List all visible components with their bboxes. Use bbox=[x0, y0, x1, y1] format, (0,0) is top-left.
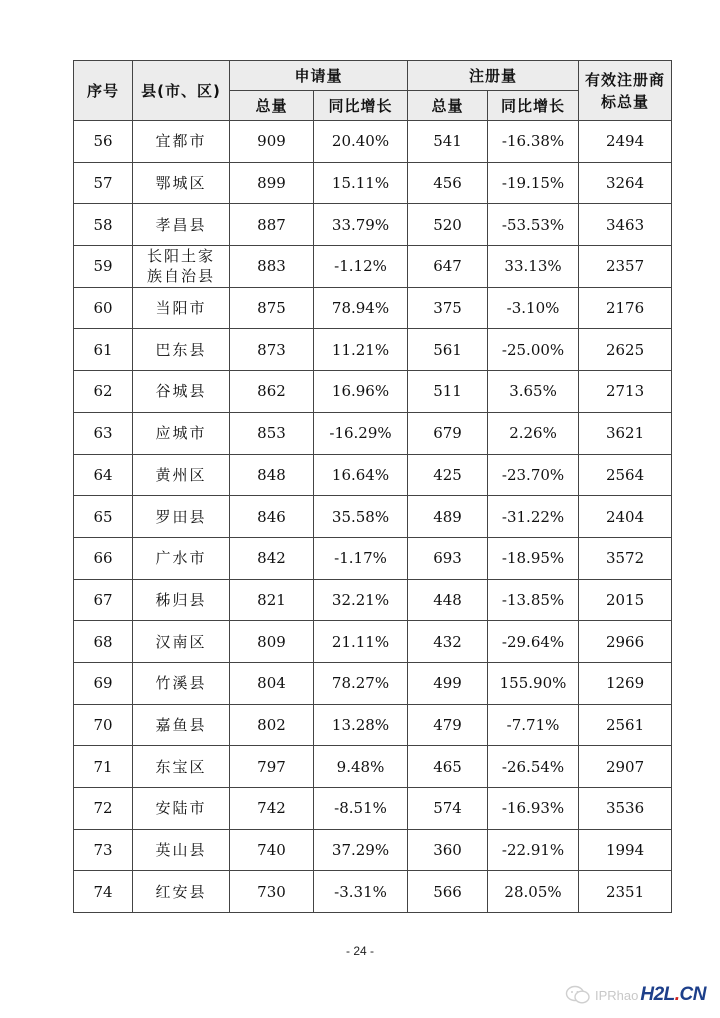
header-reg-total: 总量 bbox=[408, 91, 488, 121]
cell-app-yoy: -1.17% bbox=[314, 537, 408, 579]
cell-effective: 2625 bbox=[579, 329, 672, 371]
header-index: 序号 bbox=[74, 61, 133, 121]
cell-app-total: 804 bbox=[230, 662, 314, 704]
header-app-yoy: 同比增长 bbox=[314, 91, 408, 121]
cell-reg-yoy: -3.10% bbox=[488, 287, 579, 329]
cell-reg-yoy: -22.91% bbox=[488, 829, 579, 871]
cell-app-total: 821 bbox=[230, 579, 314, 621]
cell-reg-total: 566 bbox=[408, 871, 488, 913]
header-reg-yoy: 同比增长 bbox=[488, 91, 579, 121]
cell-app-yoy: 16.96% bbox=[314, 371, 408, 413]
cell-reg-total: 465 bbox=[408, 746, 488, 788]
cell-app-yoy: 21.11% bbox=[314, 621, 408, 663]
table-body bbox=[74, 121, 672, 913]
header-registration: 注册量 bbox=[408, 61, 579, 91]
cell-index: 64 bbox=[74, 454, 133, 496]
cell-index: 56 bbox=[74, 121, 133, 163]
cell-app-yoy: 20.40% bbox=[314, 121, 408, 163]
cell-county: 汉南区 bbox=[133, 621, 230, 663]
cell-reg-yoy: -23.70% bbox=[488, 454, 579, 496]
cell-county: 应城市 bbox=[133, 412, 230, 454]
cell-app-total: 842 bbox=[230, 537, 314, 579]
table-row bbox=[74, 204, 672, 246]
cell-index: 69 bbox=[74, 662, 133, 704]
cell-reg-yoy: -29.64% bbox=[488, 621, 579, 663]
table-row bbox=[74, 246, 672, 288]
cell-app-total: 883 bbox=[230, 246, 314, 288]
cell-reg-total: 574 bbox=[408, 788, 488, 830]
cell-effective: 2564 bbox=[579, 454, 672, 496]
cell-app-yoy: -3.31% bbox=[314, 871, 408, 913]
cell-index: 68 bbox=[74, 621, 133, 663]
cell-index: 71 bbox=[74, 746, 133, 788]
cell-effective: 2494 bbox=[579, 121, 672, 163]
cell-app-yoy: 78.94% bbox=[314, 287, 408, 329]
cell-app-yoy: 37.29% bbox=[314, 829, 408, 871]
cell-index: 61 bbox=[74, 329, 133, 371]
cell-app-total: 853 bbox=[230, 412, 314, 454]
cell-app-total: 909 bbox=[230, 121, 314, 163]
cell-county: 当阳市 bbox=[133, 287, 230, 329]
cell-reg-total: 479 bbox=[408, 704, 488, 746]
cell-app-yoy: -8.51% bbox=[314, 788, 408, 830]
cell-app-yoy: 35.58% bbox=[314, 496, 408, 538]
cell-app-total: 873 bbox=[230, 329, 314, 371]
cell-reg-total: 489 bbox=[408, 496, 488, 538]
cell-index: 62 bbox=[74, 371, 133, 413]
cell-county: 嘉鱼县 bbox=[133, 704, 230, 746]
cell-reg-total: 511 bbox=[408, 371, 488, 413]
cell-app-total: 875 bbox=[230, 287, 314, 329]
table-row bbox=[74, 371, 672, 413]
cell-reg-total: 499 bbox=[408, 662, 488, 704]
table-row bbox=[74, 829, 672, 871]
table-row bbox=[74, 496, 672, 538]
cell-effective: 1994 bbox=[579, 829, 672, 871]
header-effective: 有效注册商标总量 bbox=[579, 61, 672, 121]
cell-reg-yoy: -16.38% bbox=[488, 121, 579, 163]
table-row bbox=[74, 746, 672, 788]
cell-reg-yoy: 3.65% bbox=[488, 371, 579, 413]
table-row bbox=[74, 579, 672, 621]
cell-effective: 2404 bbox=[579, 496, 672, 538]
page-number: - 24 - bbox=[345, 944, 374, 958]
cell-reg-total: 561 bbox=[408, 329, 488, 371]
cell-app-total: 887 bbox=[230, 204, 314, 246]
cell-reg-yoy: -7.71% bbox=[488, 704, 579, 746]
cell-index: 73 bbox=[74, 829, 133, 871]
cell-index: 58 bbox=[74, 204, 133, 246]
cell-app-yoy: 33.79% bbox=[314, 204, 408, 246]
cell-effective: 3536 bbox=[579, 788, 672, 830]
cell-county: 红安县 bbox=[133, 871, 230, 913]
cell-effective: 2176 bbox=[579, 287, 672, 329]
cell-county: 谷城县 bbox=[133, 371, 230, 413]
cell-effective: 2561 bbox=[579, 704, 672, 746]
cell-reg-yoy: -25.00% bbox=[488, 329, 579, 371]
cell-county: 安陆市 bbox=[133, 788, 230, 830]
cell-index: 72 bbox=[74, 788, 133, 830]
cell-county: 鄂城区 bbox=[133, 162, 230, 204]
table-row bbox=[74, 662, 672, 704]
cell-app-total: 862 bbox=[230, 371, 314, 413]
table-header bbox=[74, 61, 672, 121]
table-row bbox=[74, 412, 672, 454]
cell-app-total: 742 bbox=[230, 788, 314, 830]
cell-reg-total: 520 bbox=[408, 204, 488, 246]
cell-county: 秭归县 bbox=[133, 579, 230, 621]
cell-index: 74 bbox=[74, 871, 133, 913]
table-row bbox=[74, 537, 672, 579]
cell-reg-yoy: -13.85% bbox=[488, 579, 579, 621]
cell-reg-yoy: 33.13% bbox=[488, 246, 579, 288]
cell-reg-yoy: 2.26% bbox=[488, 412, 579, 454]
table-row bbox=[74, 454, 672, 496]
table-row bbox=[74, 621, 672, 663]
cell-reg-total: 448 bbox=[408, 579, 488, 621]
cell-county: 竹溪县 bbox=[133, 662, 230, 704]
cell-reg-total: 647 bbox=[408, 246, 488, 288]
cell-reg-yoy: -19.15% bbox=[488, 162, 579, 204]
cell-app-yoy: 16.64% bbox=[314, 454, 408, 496]
cell-app-yoy: -16.29% bbox=[314, 412, 408, 454]
cell-app-yoy: 11.21% bbox=[314, 329, 408, 371]
cell-county: 长阳土家 族自治县 bbox=[133, 246, 230, 288]
cell-reg-total: 360 bbox=[408, 829, 488, 871]
cell-reg-yoy: 155.90% bbox=[488, 662, 579, 704]
cell-app-yoy: 13.28% bbox=[314, 704, 408, 746]
cell-reg-total: 375 bbox=[408, 287, 488, 329]
cell-reg-yoy: -31.22% bbox=[488, 496, 579, 538]
cell-effective: 2351 bbox=[579, 871, 672, 913]
table-row bbox=[74, 287, 672, 329]
header-county: 县(市、区) bbox=[133, 61, 230, 121]
cell-effective: 2907 bbox=[579, 746, 672, 788]
cell-effective: 2713 bbox=[579, 371, 672, 413]
cell-index: 70 bbox=[74, 704, 133, 746]
cell-app-total: 899 bbox=[230, 162, 314, 204]
cell-index: 57 bbox=[74, 162, 133, 204]
cell-app-total: 846 bbox=[230, 496, 314, 538]
cell-app-total: 802 bbox=[230, 704, 314, 746]
cell-effective: 2357 bbox=[579, 246, 672, 288]
cell-index: 67 bbox=[74, 579, 133, 621]
table-row bbox=[74, 121, 672, 163]
cell-effective: 2015 bbox=[579, 579, 672, 621]
cell-index: 66 bbox=[74, 537, 133, 579]
cell-reg-yoy: -53.53% bbox=[488, 204, 579, 246]
cell-effective: 2966 bbox=[579, 621, 672, 663]
h2l-logo: H2L.CN bbox=[640, 984, 706, 1005]
cell-index: 63 bbox=[74, 412, 133, 454]
cell-reg-total: 432 bbox=[408, 621, 488, 663]
cell-effective: 3264 bbox=[579, 162, 672, 204]
cell-county: 罗田县 bbox=[133, 496, 230, 538]
cell-index: 60 bbox=[74, 287, 133, 329]
cell-index: 65 bbox=[74, 496, 133, 538]
cell-reg-yoy: -16.93% bbox=[488, 788, 579, 830]
cell-reg-total: 425 bbox=[408, 454, 488, 496]
table-row bbox=[74, 329, 672, 371]
header-application: 申请量 bbox=[230, 61, 408, 91]
table-row bbox=[74, 871, 672, 913]
cell-reg-total: 541 bbox=[408, 121, 488, 163]
table-row bbox=[74, 704, 672, 746]
cell-app-yoy: 32.21% bbox=[314, 579, 408, 621]
cell-app-yoy: 9.48% bbox=[314, 746, 408, 788]
cell-county: 宜都市 bbox=[133, 121, 230, 163]
cell-reg-total: 693 bbox=[408, 537, 488, 579]
trademark-statistics-table bbox=[73, 60, 672, 913]
cell-app-yoy: 15.11% bbox=[314, 162, 408, 204]
cell-effective: 3572 bbox=[579, 537, 672, 579]
cell-app-total: 797 bbox=[230, 746, 314, 788]
cell-county: 黄州区 bbox=[133, 454, 230, 496]
table-row bbox=[74, 788, 672, 830]
cell-index: 59 bbox=[74, 246, 133, 288]
cell-app-total: 848 bbox=[230, 454, 314, 496]
cell-app-total: 740 bbox=[230, 829, 314, 871]
cell-reg-yoy: -26.54% bbox=[488, 746, 579, 788]
cell-county: 巴东县 bbox=[133, 329, 230, 371]
cell-county: 广水市 bbox=[133, 537, 230, 579]
wechat-icon bbox=[565, 985, 591, 1005]
table-row bbox=[74, 162, 672, 204]
cell-effective: 3463 bbox=[579, 204, 672, 246]
watermark bbox=[565, 984, 706, 1006]
cell-reg-total: 456 bbox=[408, 162, 488, 204]
cell-reg-yoy: -18.95% bbox=[488, 537, 579, 579]
cell-reg-yoy: 28.05% bbox=[488, 871, 579, 913]
cell-app-yoy: -1.12% bbox=[314, 246, 408, 288]
header-app-total: 总量 bbox=[230, 91, 314, 121]
cell-county: 英山县 bbox=[133, 829, 230, 871]
cell-effective: 1269 bbox=[579, 662, 672, 704]
cell-county: 孝昌县 bbox=[133, 204, 230, 246]
cell-county: 东宝区 bbox=[133, 746, 230, 788]
cell-reg-total: 679 bbox=[408, 412, 488, 454]
cell-app-total: 730 bbox=[230, 871, 314, 913]
cell-app-yoy: 78.27% bbox=[314, 662, 408, 704]
cell-app-total: 809 bbox=[230, 621, 314, 663]
watermark-account-text: IPRhao bbox=[594, 987, 639, 1003]
cell-effective: 3621 bbox=[579, 412, 672, 454]
